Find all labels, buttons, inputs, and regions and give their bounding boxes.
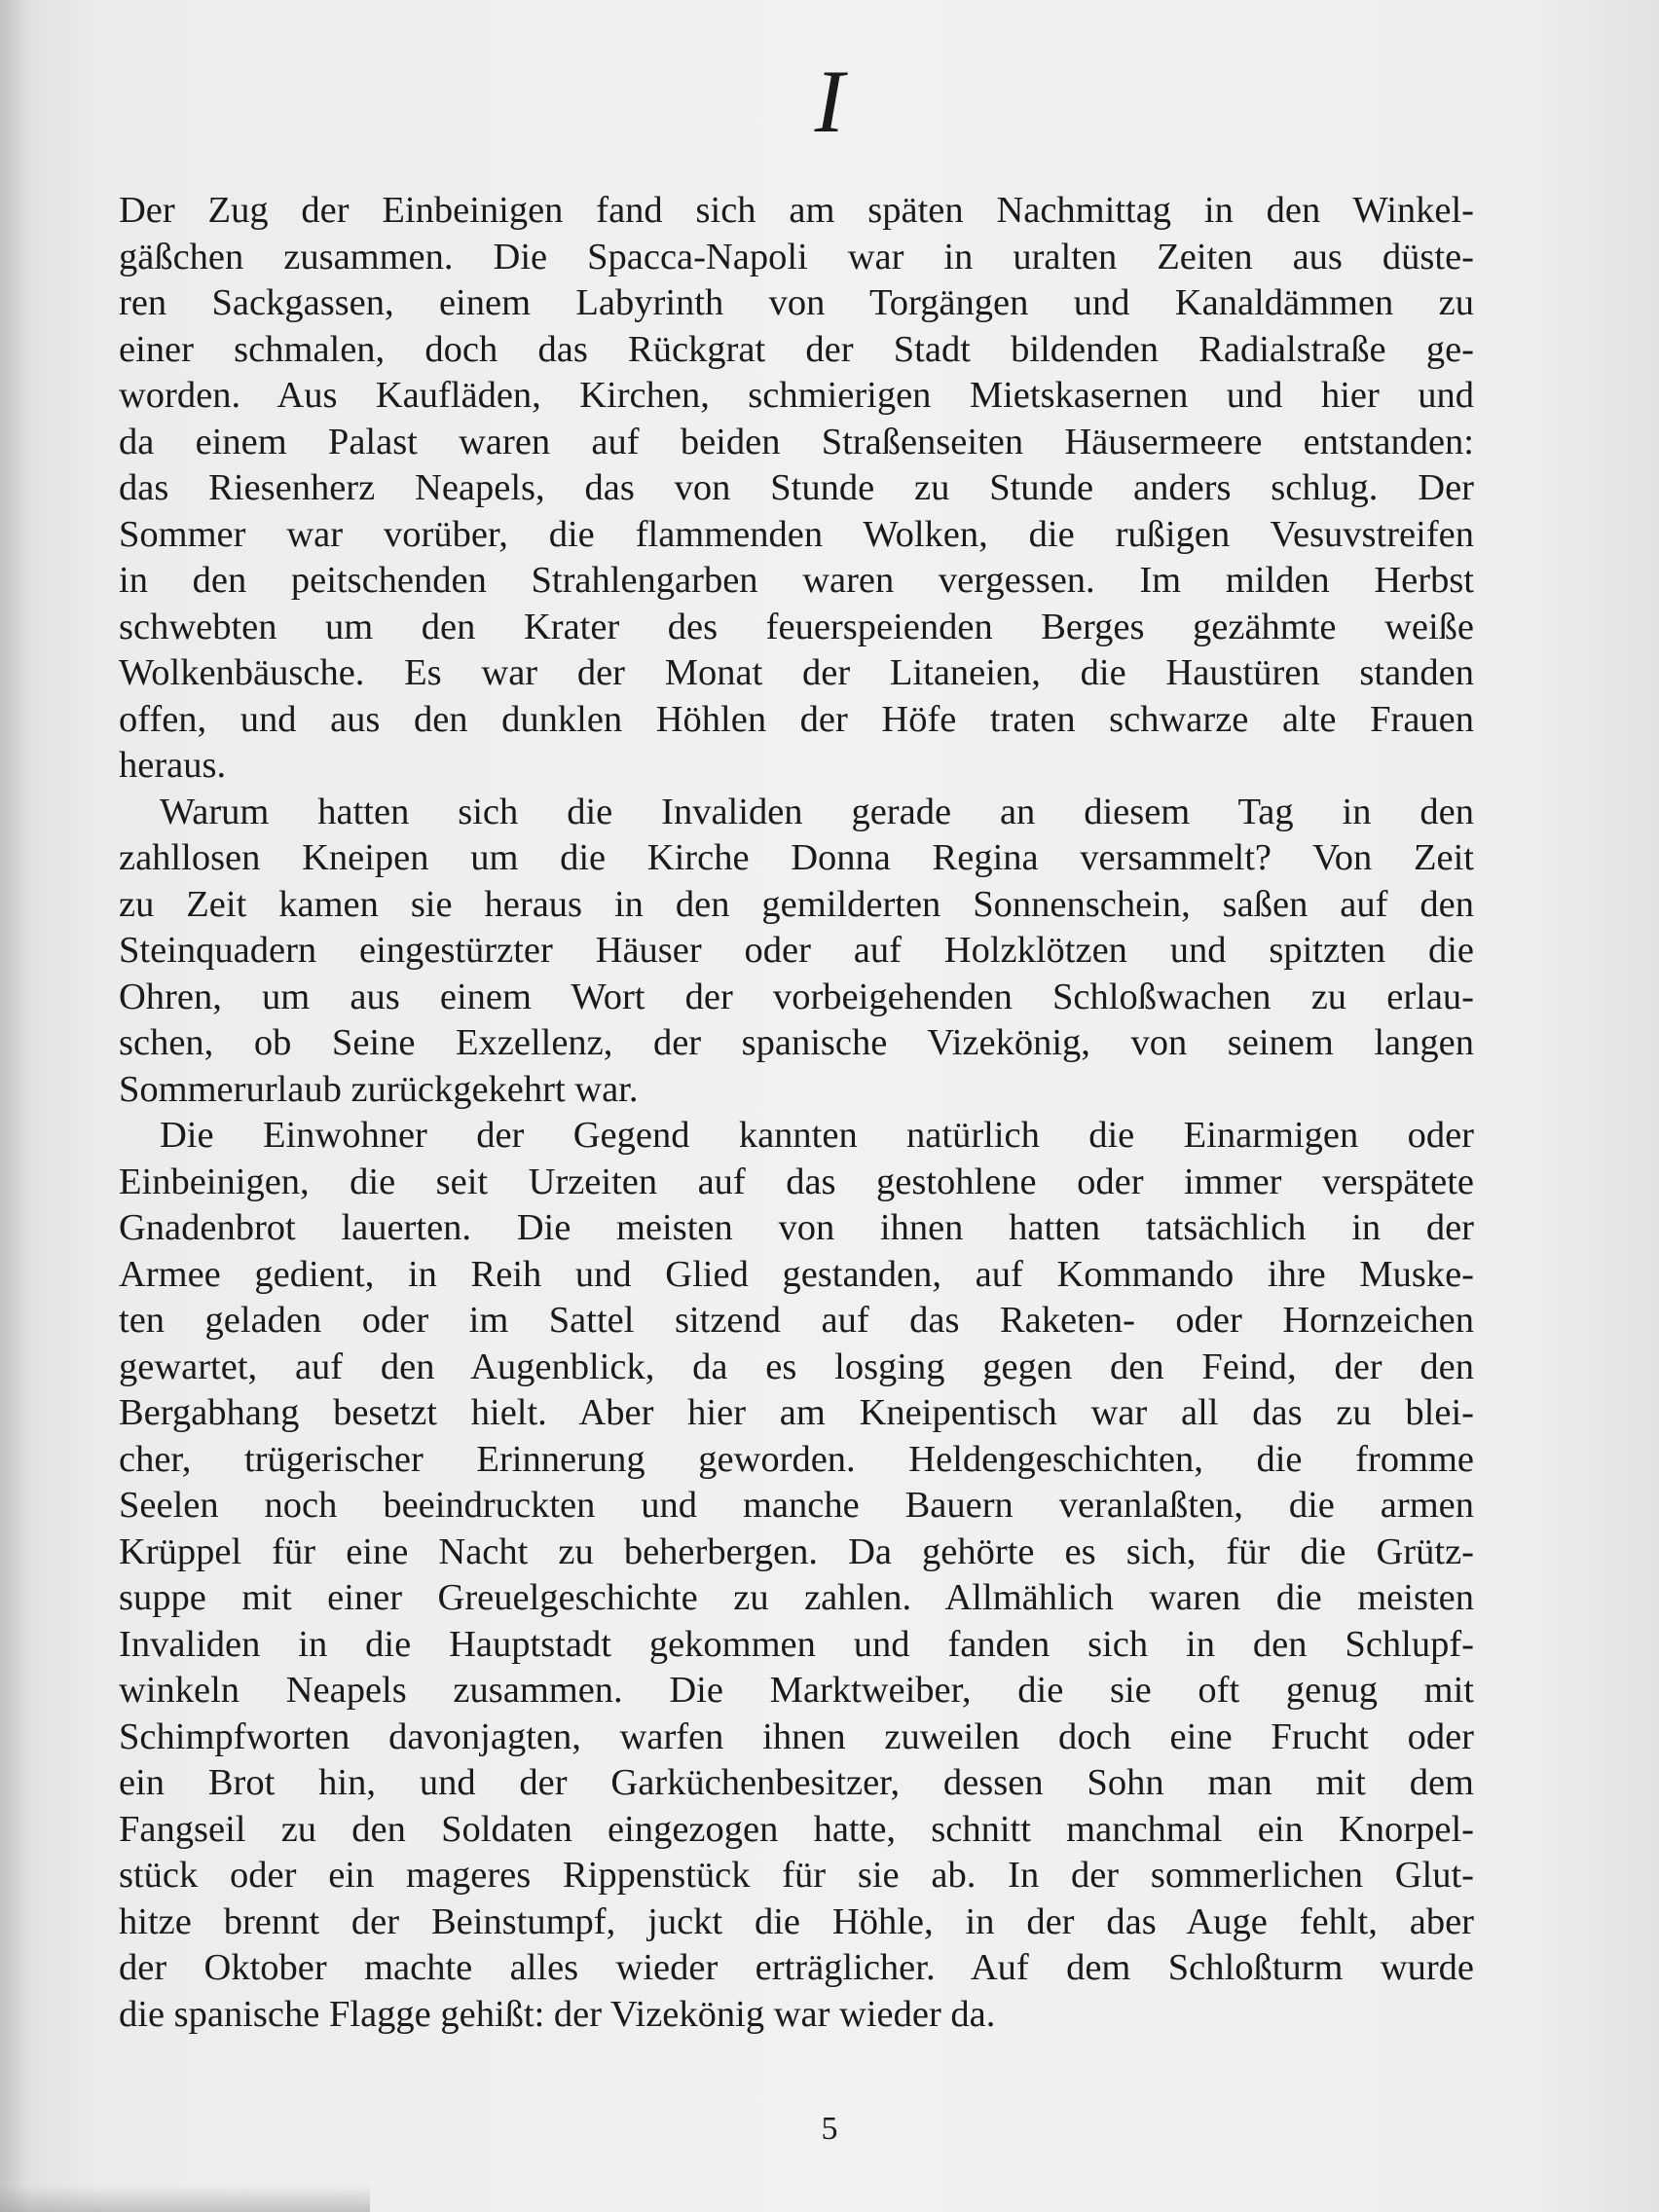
gutter-shadow [0, 0, 29, 2212]
body-text [119, 188, 1474, 2038]
text-line: Der Zug der Einbeinigen fand sich am späten Nachmittag in den Winkel- [119, 190, 1474, 231]
text-line: Wolkenbäusche. Es war der Monat der Litaneien, die Haustüren standen [119, 652, 1474, 693]
text-line: Gnadenbrot lauerten. Die meisten von ihnen hatten tatsächlich in der [119, 1207, 1474, 1248]
text-line: Einbeinigen, die seit Urzeiten auf das gestohlene oder immer verspätete [119, 1161, 1474, 1202]
text-line: Sommer war vorüber, die flammenden Wolken, die rußigen Vesuvstreifen [119, 513, 1474, 555]
text-line: worden. Aus Kaufläden, Kirchen, schmierigen Mietskasernen und hier und [119, 375, 1474, 416]
text-line: hitze brennt der Beinstumpf, juckt die Höhle, in der das Auge fehlt, aber [119, 1900, 1474, 1942]
text-line: Fangseil zu den Soldaten eingezogen hatte, schnitt manchmal ein Knorpel- [119, 1808, 1474, 1850]
watermark-strip [0, 2185, 370, 2212]
text-line: stück oder ein mageres Rippenstück für sie ab. In der sommerlichen Glut- [119, 1855, 1474, 1896]
text-line: heraus. [119, 745, 227, 786]
text-line: Schimpfworten davonjagten, warfen ihnen zuweilen doch eine Frucht oder [119, 1715, 1474, 1757]
text-line: da einem Palast waren auf beiden Straßenseiten Häusermeere entstanden: [119, 421, 1474, 462]
text-line: suppe mit einer Greuelgeschichte zu zahlen. Allmählich waren die meisten [119, 1577, 1474, 1618]
page-number: 5 [821, 2111, 838, 2147]
text-line: zahllosen Kneipen um die Kirche Donna Regina versammelt? Von Zeit [119, 837, 1474, 878]
text-line: Sommerurlaub zurückgekehrt war. [119, 1068, 639, 1110]
text-line: zu Zeit kamen sie heraus in den gemilderten Sonnenschein, saßen auf den [119, 883, 1474, 925]
text-line: offen, und aus den dunklen Höhlen der Höfe traten schwarze alte Frauen [119, 698, 1474, 740]
text-line: der Oktober machte alles wieder erträglicher. Auf dem Schloßturm wurde [119, 1947, 1474, 1988]
text-line: die spanische Flagge gehißt: der Vizekönig war wieder da. [119, 1993, 996, 2035]
chapter-number: I [814, 52, 845, 151]
text-line: Ohren, um aus einem Wort der vorbeigehenden Schloßwachen zu erlau- [119, 976, 1474, 1017]
text-line: Seelen noch beeindruckten und manche Bauern veranlaßten, die armen [119, 1485, 1474, 1526]
text-line: winkeln Neapels zusammen. Die Marktweiber, die sie oft genug mit [119, 1670, 1474, 1711]
text-line: ren Sackgassen, einem Labyrinth von Torgängen und Kanaldämmen zu [119, 282, 1474, 323]
text-line: Steinquadern eingestürzter Häuser oder auf Holzklötzen und spitzten die [119, 930, 1474, 971]
text-line: Krüppel für eine Nacht zu beherbergen. Da gehörte es sich, für die Grütz- [119, 1530, 1474, 1572]
text-line: Warum hatten sich die Invaliden gerade an diesem Tag in den [160, 791, 1474, 832]
text-line: schen, ob Seine Exzellenz, der spanische Vizekönig, von seinem langen [119, 1022, 1474, 1063]
text-line: das Riesenherz Neapels, das von Stunde zu Stunde anders schlug. Der [119, 467, 1474, 508]
text-line: Bergabhang besetzt hielt. Aber hier am Kneipentisch war all das zu blei- [119, 1392, 1474, 1433]
text-line: Invaliden in die Hauptstadt gekommen und fanden sich in den Schlupf- [119, 1623, 1474, 1665]
text-line: ten geladen oder im Sattel sitzend auf das Raketen- oder Hornzeichen [119, 1300, 1474, 1341]
text-line: in den peitschenden Strahlengarben waren vergessen. Im milden Herbst [119, 560, 1474, 601]
text-line: Armee gedient, in Reih und Glied gestanden, auf Kommando ihre Muske- [119, 1253, 1474, 1295]
text-line: gewartet, auf den Augenblick, da es losging gegen den Feind, der den [119, 1346, 1474, 1387]
text-line: gäßchen zusammen. Die Spacca-Napoli war in uralten Zeiten aus düste- [119, 236, 1474, 277]
text-line: schwebten um den Krater des feuerspeienden Berges gezähmte weiße [119, 606, 1474, 647]
text-line: Die Einwohner der Gegend kannten natürlich die Einarmigen oder [160, 1115, 1474, 1156]
text-line: ein Brot hin, und der Garküchenbesitzer, dessen Sohn man mit dem [119, 1762, 1474, 1803]
text-line: einer schmalen, doch das Rückgrat der Stadt bildenden Radialstraße ge- [119, 328, 1474, 370]
text-line: cher, trügerischer Erinnerung geworden. Heldengeschichten, die fromme [119, 1438, 1474, 1480]
